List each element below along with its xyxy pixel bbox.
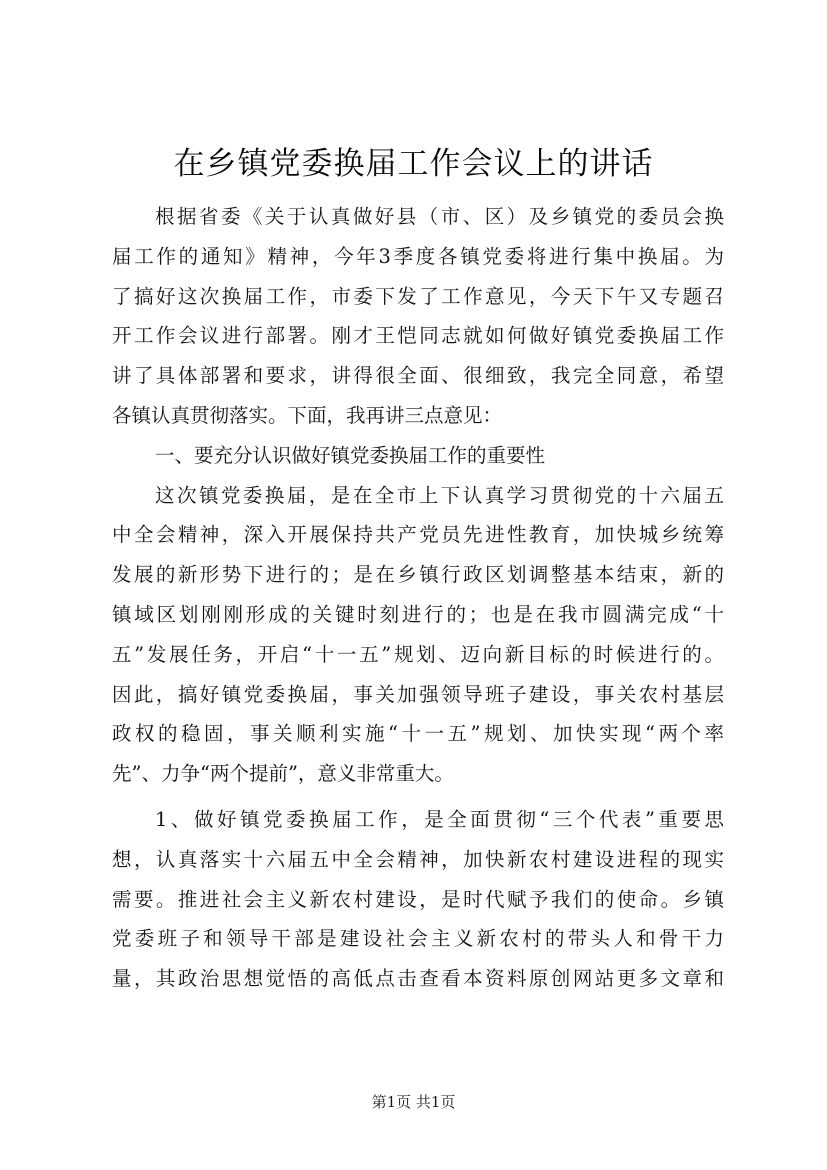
paragraph-line: 因此，搞好镇党委换届，事关加强领导班子建设，事关农村基层 — [112, 682, 724, 706]
paragraph-line: 先”、力争“两个提前”，意义非常重大。 — [112, 762, 454, 786]
section-heading: 一、要充分认识做好镇党委换届工作的重要性 — [155, 443, 546, 467]
document-body — [112, 197, 724, 999]
document-title: 在乡镇党委换届工作会议上的讲话 — [173, 146, 654, 182]
paragraph-line: 这次镇党委换届，是在全市上下认真学习贯彻党的十六届五 — [155, 483, 724, 507]
paragraph-line: 届工作的通知》精神，今年3季度各镇党委将进行集中换届。为 — [112, 244, 724, 268]
paragraph-line: 根据省委《关于认真做好县（市、区）及乡镇党的委员会换 — [155, 205, 724, 228]
paragraph-line: 开工作会议进行部署。刚才王恺同志就如何做好镇党委换届工作 — [112, 324, 724, 348]
paragraph-line: 镇域区划刚刚形成的关键时刻进行的；也是在我市圆满完成“十 — [112, 602, 724, 626]
paragraph-line: 各镇认真贯彻落实。下面，我再讲三点意见： — [112, 403, 503, 427]
paragraph-line: 中全会精神，深入开展保持共产党员先进性教育，加快城乡统筹 — [112, 523, 724, 547]
paragraph-line: 讲了具体部署和要求，讲得很全面、很细致，我完全同意，希望 — [112, 364, 724, 388]
paragraph-line: 需要。推进社会主义新农村建设，是时代赋予我们的使命。乡镇 — [112, 887, 724, 911]
paragraph-line: 发展的新形势下进行的；是在乡镇行政区划调整基本结束，新的 — [112, 563, 724, 587]
page-footer: 第1页 共1页 — [371, 1093, 456, 1111]
paragraph-line: 了搞好这次换届工作，市委下发了工作意见，今天下午又专题召 — [112, 284, 724, 308]
paragraph-line: 1、做好镇党委换届工作，是全面贯彻“三个代表”重要思 — [155, 807, 724, 831]
paragraph-line: 量，其政治思想觉悟的高低点击查看本资料原创网站更多文章和 — [112, 967, 724, 991]
paragraph-line: 五”发展任务，开启“十一五”规划、迈向新目标的时候进行的。 — [112, 642, 724, 666]
paragraph-line: 政权的稳固，事关顺利实施“十一五”规划、加快实现“两个率 — [112, 722, 724, 746]
paragraph-line: 想，认真落实十六届五中全会精神，加快新农村建设进程的现实 — [112, 847, 724, 871]
paragraph-line: 党委班子和领导干部是建设社会主义新农村的带头人和骨干力 — [112, 927, 724, 951]
